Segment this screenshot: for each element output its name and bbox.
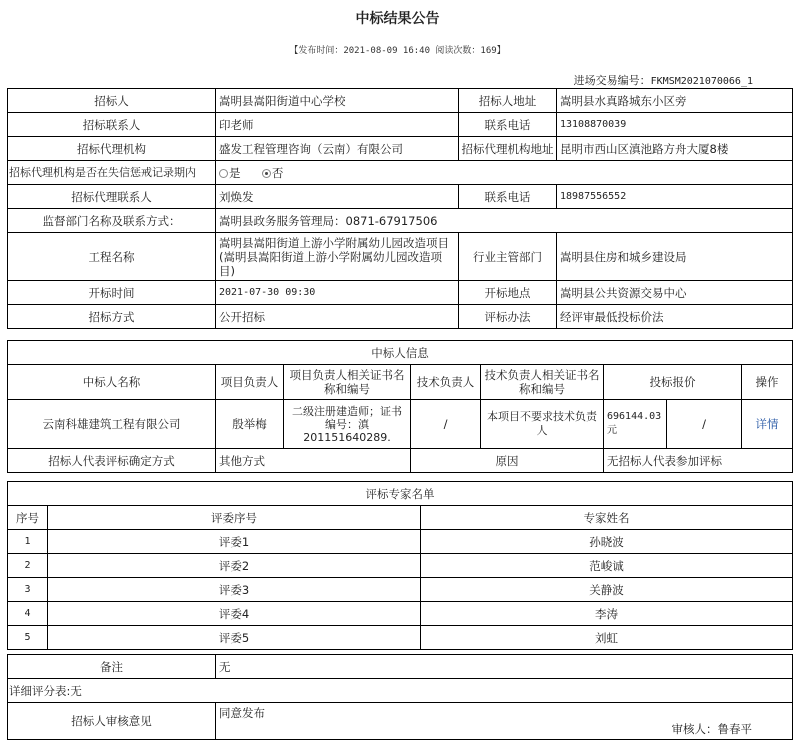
label-supervise: 监督部门名称及联系方式： (8, 209, 216, 233)
value-agent-addr: 昆明市西山区滇池路方舟大厦8楼 (557, 137, 793, 161)
value-open-time: 2021-07-30 09:30 (216, 281, 459, 305)
table-row (8, 554, 793, 578)
value-agent-phone: 18987556552 (557, 185, 793, 209)
expert-name: 范峻诚 (421, 554, 793, 578)
table-row (8, 626, 793, 650)
winner-pm: 殷举梅 (216, 400, 284, 449)
value-method: 公开招标 (216, 305, 459, 329)
expert-seat: 评委3 (48, 578, 421, 602)
value-eval: 经评审最低投标价法 (557, 305, 793, 329)
label-eval: 评标办法 (459, 305, 557, 329)
label-credit: 招标代理机构是否在失信惩戒记录期内 (8, 161, 216, 185)
th-no: 序号 (8, 506, 48, 530)
value-rep: 其他方式 (216, 449, 411, 473)
score-detail: 详细评分表:无 (8, 679, 793, 703)
value-agent: 盛发工程管理咨询（云南）有限公司 (216, 137, 459, 161)
label-zbr-contact: 招标联系人 (8, 113, 216, 137)
table-row (8, 530, 793, 554)
value-remark: 无 (216, 655, 793, 679)
label-project: 工程名称 (8, 233, 216, 281)
expert-no: 4 (8, 602, 48, 626)
reviewer-line (672, 722, 753, 736)
value-supervise: 嵩明县政务服务管理局：0871-67917506 (216, 209, 793, 233)
expert-seat: 评委2 (48, 554, 421, 578)
th-seat: 评委序号 (48, 506, 421, 530)
th-pm-cert: 项目负责人相关证书名称和编号 (284, 365, 411, 400)
label-phone-2: 联系电话 (459, 185, 557, 209)
label-remark: 备注 (8, 655, 216, 679)
expert-name: 孙晓波 (421, 530, 793, 554)
expert-no: 3 (8, 578, 48, 602)
label-agent: 招标代理机构 (8, 137, 216, 161)
winner-tech: / (411, 400, 481, 449)
expert-seat: 评委5 (48, 626, 421, 650)
review-cell (216, 703, 793, 740)
expert-name: 刘虹 (421, 626, 793, 650)
expert-seat: 评委1 (48, 530, 421, 554)
detail-link[interactable]: 详情 (742, 400, 793, 449)
th-tech: 技术负责人 (411, 365, 481, 400)
publish-meta: 【发布时间：2021-08-09 16:40 阅读次数：169】 (289, 46, 506, 56)
winner-table (7, 340, 793, 473)
label-zbr-addr: 招标人地址 (459, 89, 557, 113)
th-action: 操作 (742, 365, 793, 400)
label-open-place: 开标地点 (459, 281, 557, 305)
label-phone: 联系电话 (459, 113, 557, 137)
trade-number-value: FKMSM2021070066_1 (650, 76, 753, 87)
label-industry: 行业主管部门 (459, 233, 557, 281)
value-open-place: 嵩明县公共资源交易中心 (557, 281, 793, 305)
radio-yes-label: 是 (229, 165, 241, 180)
table-row (8, 578, 793, 602)
th-winner-name: 中标人名称 (8, 365, 216, 400)
winner-section-title: 中标人信息 (8, 341, 793, 365)
reviewer-name: 鲁春平 (717, 722, 752, 736)
value-agent-contact: 刘焕发 (216, 185, 459, 209)
value-industry: 嵩明县住房和城乡建设局 (557, 233, 793, 281)
th-tech-cert: 技术负责人相关证书名称和编号 (481, 365, 604, 400)
winner-name: 云南科雄建筑工程有限公司 (8, 400, 216, 449)
expert-seat: 评委4 (48, 602, 421, 626)
value-zbr-contact: 印老师 (216, 113, 459, 137)
value-zbr: 嵩明县嵩阳街道中心学校 (216, 89, 459, 113)
th-pm: 项目负责人 (216, 365, 284, 400)
label-method: 招标方式 (8, 305, 216, 329)
expert-name: 李涛 (421, 602, 793, 626)
label-agent-contact: 招标代理联系人 (8, 185, 216, 209)
credit-radio-group (216, 161, 793, 185)
label-zbr: 招标人 (8, 89, 216, 113)
value-review: 同意发布 (219, 706, 265, 720)
th-price: 投标报价 (604, 365, 742, 400)
value-zbr-addr: 嵩明县水真路城东小区旁 (557, 89, 793, 113)
winner-pm-cert: 二级注册建造师；证书编号：滇201151640289. (284, 400, 411, 449)
radio-yes[interactable] (219, 169, 228, 178)
value-zbr-phone: 13108870039 (557, 113, 793, 137)
trade-number (574, 72, 753, 88)
tender-info-table (7, 88, 793, 329)
experts-table (7, 481, 793, 650)
label-review: 招标人审核意见 (8, 703, 216, 740)
radio-no-label: 否 (271, 165, 284, 180)
winner-price-extra: / (667, 400, 742, 449)
footer-table (7, 654, 793, 740)
reviewer-label: 审核人： (671, 722, 718, 736)
value-project: 嵩明县嵩阳街道上游小学附属幼儿园改造项目(嵩明县嵩阳街道上游小学附属幼儿园改造项目) (216, 233, 459, 281)
expert-no: 1 (8, 530, 48, 554)
label-open-time: 开标时间 (8, 281, 216, 305)
trade-number-label: 进场交易编号： (573, 74, 651, 87)
winner-price: 696144.03元 (604, 400, 667, 449)
expert-no: 2 (8, 554, 48, 578)
label-rep: 招标人代表评标确定方式 (8, 449, 216, 473)
table-row (8, 602, 793, 626)
experts-section-title: 评标专家名单 (8, 482, 793, 506)
page-title: 中标结果公告 (355, 11, 440, 27)
expert-no: 5 (8, 626, 48, 650)
expert-name: 关静波 (421, 578, 793, 602)
label-agent-addr: 招标代理机构地址 (459, 137, 557, 161)
value-reason: 无招标人代表参加评标 (604, 449, 793, 473)
label-reason: 原因 (411, 449, 604, 473)
winner-tech-cert: 本项目不要求技术负责人 (481, 400, 604, 449)
radio-no[interactable] (262, 169, 271, 178)
th-expert-name: 专家姓名 (421, 506, 793, 530)
